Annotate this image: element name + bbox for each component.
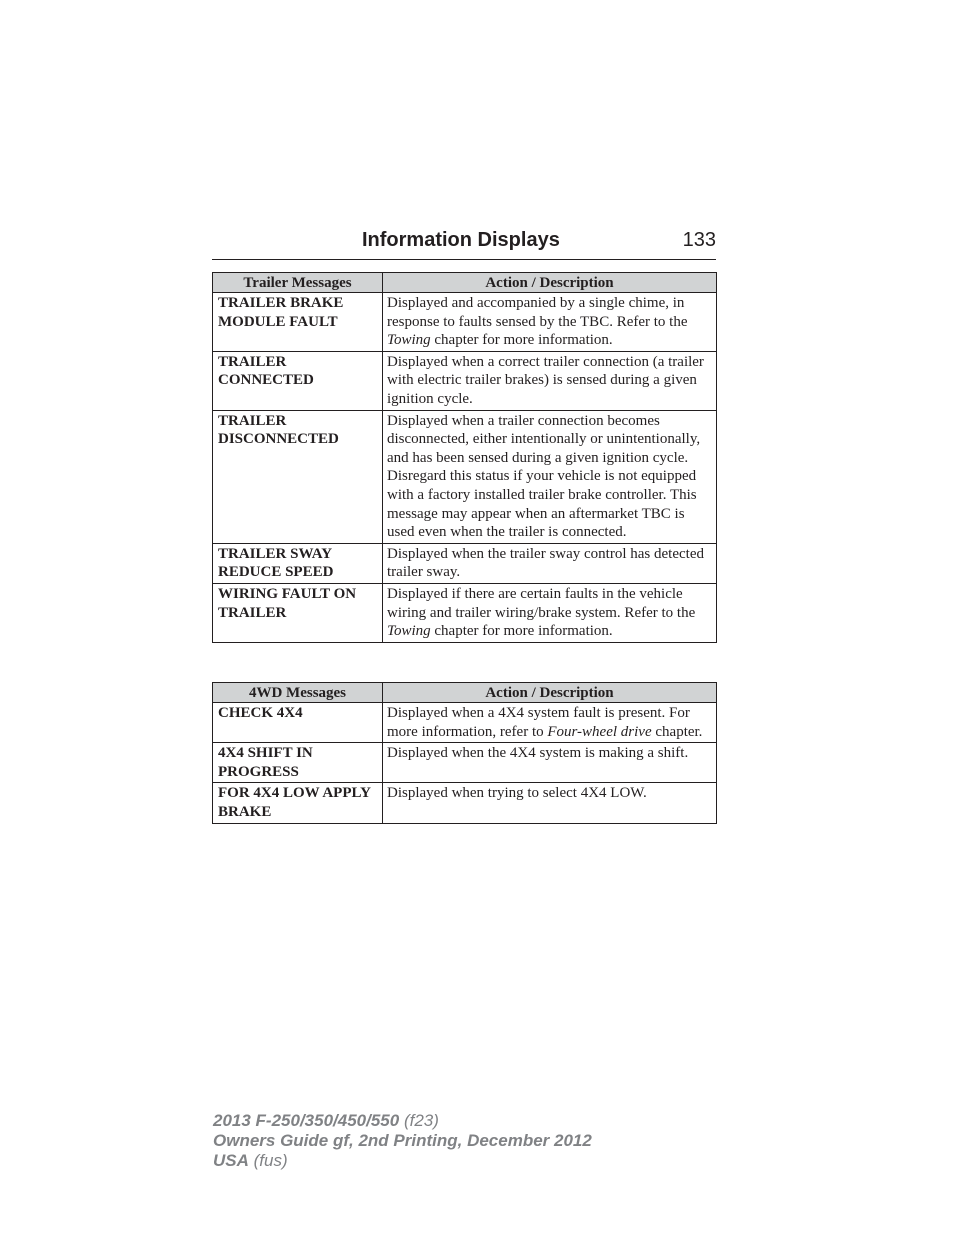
- message-name: WIRING FAULT ON TRAILER: [213, 583, 383, 642]
- message-name: TRAILER SWAY REDUCE SPEED: [213, 543, 383, 583]
- table-header-row: [213, 273, 717, 293]
- column-header-description: Action / Description: [383, 683, 717, 703]
- table-row: [213, 783, 717, 823]
- column-header-messages: Trailer Messages: [213, 273, 383, 293]
- table-row: [213, 543, 717, 583]
- footer-line-model: 2013 F-250/350/450/550 (f23): [213, 1111, 439, 1130]
- message-description: Displayed and accompanied by a single chime, in response to faults sensed by the TBC. Refer to the Towing chapter for more information.: [383, 293, 717, 352]
- column-header-messages: 4WD Messages: [213, 683, 383, 703]
- table-row: [213, 583, 717, 642]
- table-row: [213, 743, 717, 783]
- page-title: Information Displays: [362, 229, 560, 251]
- page-number: 133: [682, 229, 716, 251]
- table-row: [213, 293, 717, 352]
- table-row: [213, 351, 717, 410]
- footer-line-edition: Owners Guide gf, 2nd Printing, December 2012: [213, 1131, 592, 1150]
- table-row: [213, 410, 717, 543]
- message-description: Displayed when the trailer sway control has detected trailer sway.: [383, 543, 717, 583]
- 4wd-messages-table: [212, 682, 717, 824]
- message-name: 4X4 SHIFT IN PROGRESS: [213, 743, 383, 783]
- message-description: Displayed when a trailer connection becomes disconnected, either intentionally or unintentionally, and has been sensed during a given ignition cycle. Disregard this status if your vehicle is not equipped with a factory installed trailer brake controller. This message may appear when an aftermarket TBC is used even when the trailer is connected.: [383, 410, 717, 543]
- message-name: FOR 4X4 LOW APPLY BRAKE: [213, 783, 383, 823]
- message-description: Displayed when a 4X4 system fault is present. For more information, refer to Four-wheel drive chapter.: [383, 703, 717, 743]
- message-name: TRAILER BRAKE MODULE FAULT: [213, 293, 383, 352]
- column-header-description: Action / Description: [383, 273, 717, 293]
- table-row: [213, 703, 717, 743]
- message-name: TRAILER CONNECTED: [213, 351, 383, 410]
- page-header: [212, 229, 716, 260]
- footer-line-market: USA (fus): [213, 1151, 288, 1170]
- trailer-messages-table: [212, 272, 717, 643]
- message-name: TRAILER DISCONNECTED: [213, 410, 383, 543]
- table-header-row: [213, 683, 717, 703]
- message-description: Displayed if there are certain faults in the vehicle wiring and trailer wiring/brake system. Refer to the Towing chapter for more information.: [383, 583, 717, 642]
- message-description: Displayed when trying to select 4X4 LOW.: [383, 783, 717, 823]
- message-description: Displayed when the 4X4 system is making a shift.: [383, 743, 717, 783]
- page-footer: [213, 1111, 592, 1171]
- message-description: Displayed when a correct trailer connection (a trailer with electric trailer brakes) is sensed during a given ignition cycle.: [383, 351, 717, 410]
- message-name: CHECK 4X4: [213, 703, 383, 743]
